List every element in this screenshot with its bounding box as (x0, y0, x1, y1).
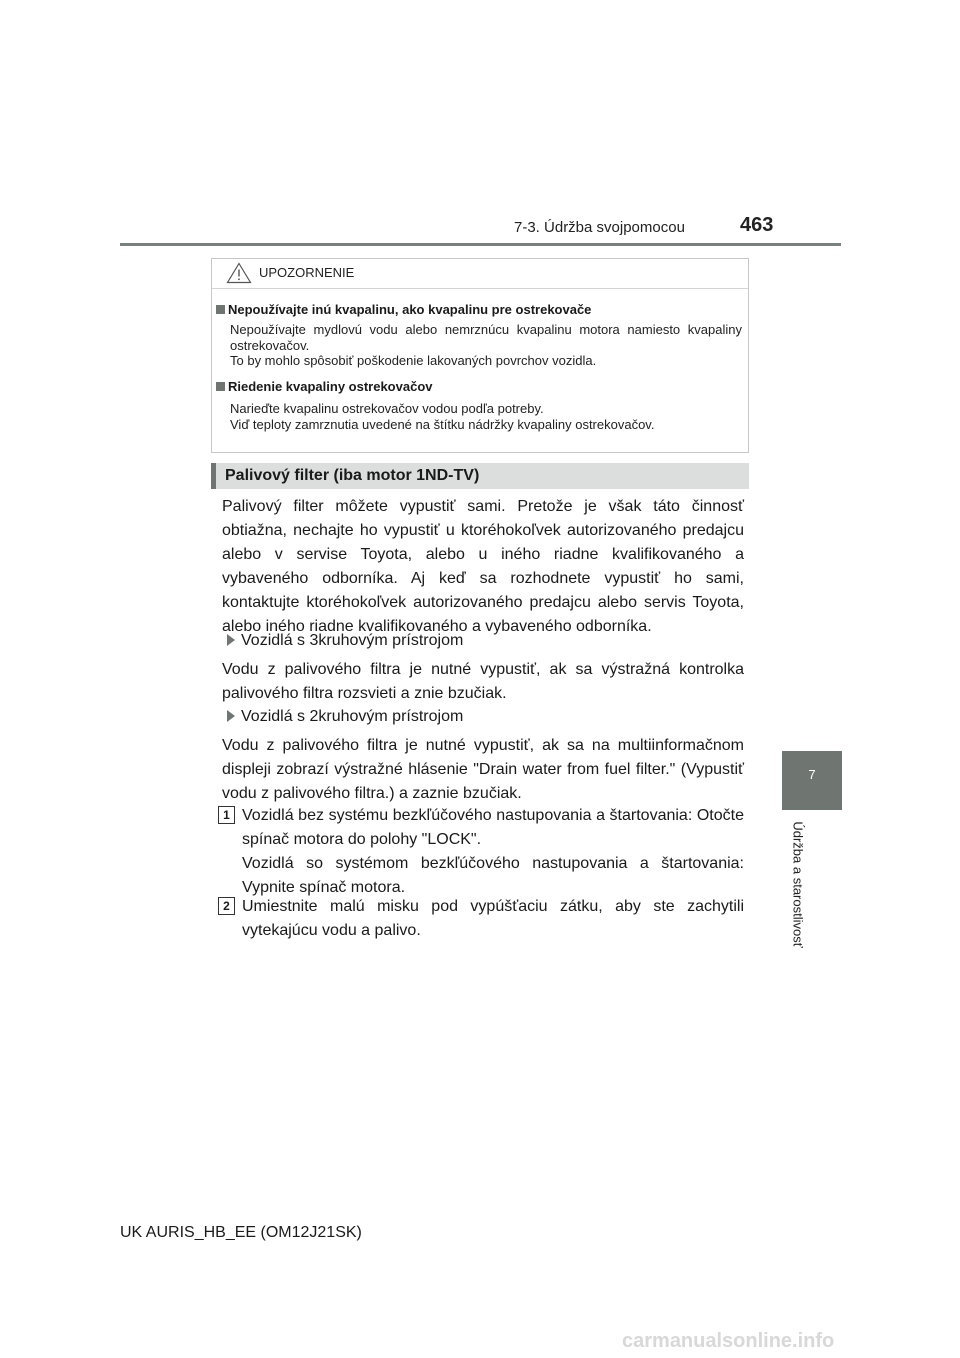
triangle-bullet-icon (227, 634, 235, 646)
chapter-tab (782, 751, 842, 810)
intro-paragraph: Palivový filter môžete vypustiť sami. Pretože je však táto činnosť obtiažna, nechajte ho vypustiť u ktoréhokoľvek autorizovaného predajcu alebo v servise Toyota, alebo u iného riadne kvalifikovaného a vybaveného odborníka. Aj keď sa rozhodnete vypustiť ho sami, kontaktujte ktoréhokoľvek autorizovaného predajcu alebo servis Toyota, alebo iného riadne kvalifikovaného a vybaveného odborníka. (222, 498, 744, 635)
caution-box (211, 258, 749, 453)
caution-item-line: Narieďte kvapalinu ostrekovačov vodou podľa potreby. (230, 401, 544, 416)
step-text (242, 804, 744, 900)
caution-item-heading (216, 302, 591, 317)
step-text (242, 895, 744, 943)
step-line: Umiestnite malú misku pod vypúšťaciu zátku, aby ste zachytili vytekajúcu vodu a palivo. (242, 898, 744, 939)
caution-item-heading-text: Nepoužívajte inú kvapalinu, ako kvapalinu pre ostrekovače (228, 302, 592, 317)
section-header-bar (211, 463, 749, 489)
header-section-title: 7-3. Údržba svojpomocou (514, 219, 685, 236)
warning-triangle-icon (226, 262, 252, 284)
bullet-label: Vozidlá s 2kruhovým prístrojom (241, 708, 464, 725)
bullet-paragraph: Vodu z palivového filtra je nutné vypustiť, ak sa výstražná kontrolka palivového filtra rozsvieti a znie bzučiak. (222, 661, 744, 702)
caution-header (212, 259, 748, 289)
caution-item-body (230, 322, 742, 369)
step-number-box: 2 (218, 897, 235, 915)
section-bar-accent (211, 463, 216, 489)
caution-item-body (230, 401, 742, 432)
footer-document-code: UK AURIS_HB_EE (OM12J21SK) (120, 1224, 362, 1241)
square-bullet-icon (216, 382, 225, 391)
header-rule (120, 243, 841, 246)
chapter-number: 7 (808, 767, 816, 782)
caution-title: UPOZORNENIE (259, 265, 355, 280)
square-bullet-icon (216, 305, 225, 314)
caution-item-line: Nepoužívajte mydlovú vodu alebo nemrznúcu kvapalinu motora namiesto kvapaliny ostrekovačov. (230, 322, 742, 353)
chapter-label: Údržba a starostlivosť (790, 821, 806, 948)
step-line: Vozidlá so systémom bezkľúčového nastupovania a štartovania: Vypnite spínač motora. (242, 855, 744, 896)
caution-item-heading-text: Riedenie kvapaliny ostrekovačov (228, 379, 433, 394)
caution-item-line: To by mohlo spôsobiť poškodenie lakovaných povrchov vozidla. (230, 353, 597, 368)
caution-item-heading (216, 379, 432, 394)
step-line: Vozidlá bez systému bezkľúčového nastupovania a štartovania: Otočte spínač motora do polohy "LOCK". (242, 807, 744, 848)
triangle-bullet-icon (227, 710, 235, 722)
bullet-item (227, 632, 463, 650)
bullet-paragraph: Vodu z palivového filtra je nutné vypustiť, ak sa na multiinformačnom displeji zobrazí výstražné hlásenie "Drain water from fuel filter." (Vypustiť vodu z palivového filtra.) a zaznie bzučiak. (222, 737, 744, 802)
bullet-label: Vozidlá s 3kruhovým prístrojom (241, 632, 464, 649)
step-number-box: 1 (218, 806, 235, 824)
caution-item-line: Viď teploty zamrznutia uvedené na štítku nádržky kvapaliny ostrekovačov. (230, 416, 655, 432)
page-number: 463 (740, 214, 774, 236)
bullet-item (227, 708, 463, 726)
watermark: carmanualsonline.info (622, 1330, 835, 1352)
section-title: Palivový filter (iba motor 1ND-TV) (225, 467, 480, 484)
